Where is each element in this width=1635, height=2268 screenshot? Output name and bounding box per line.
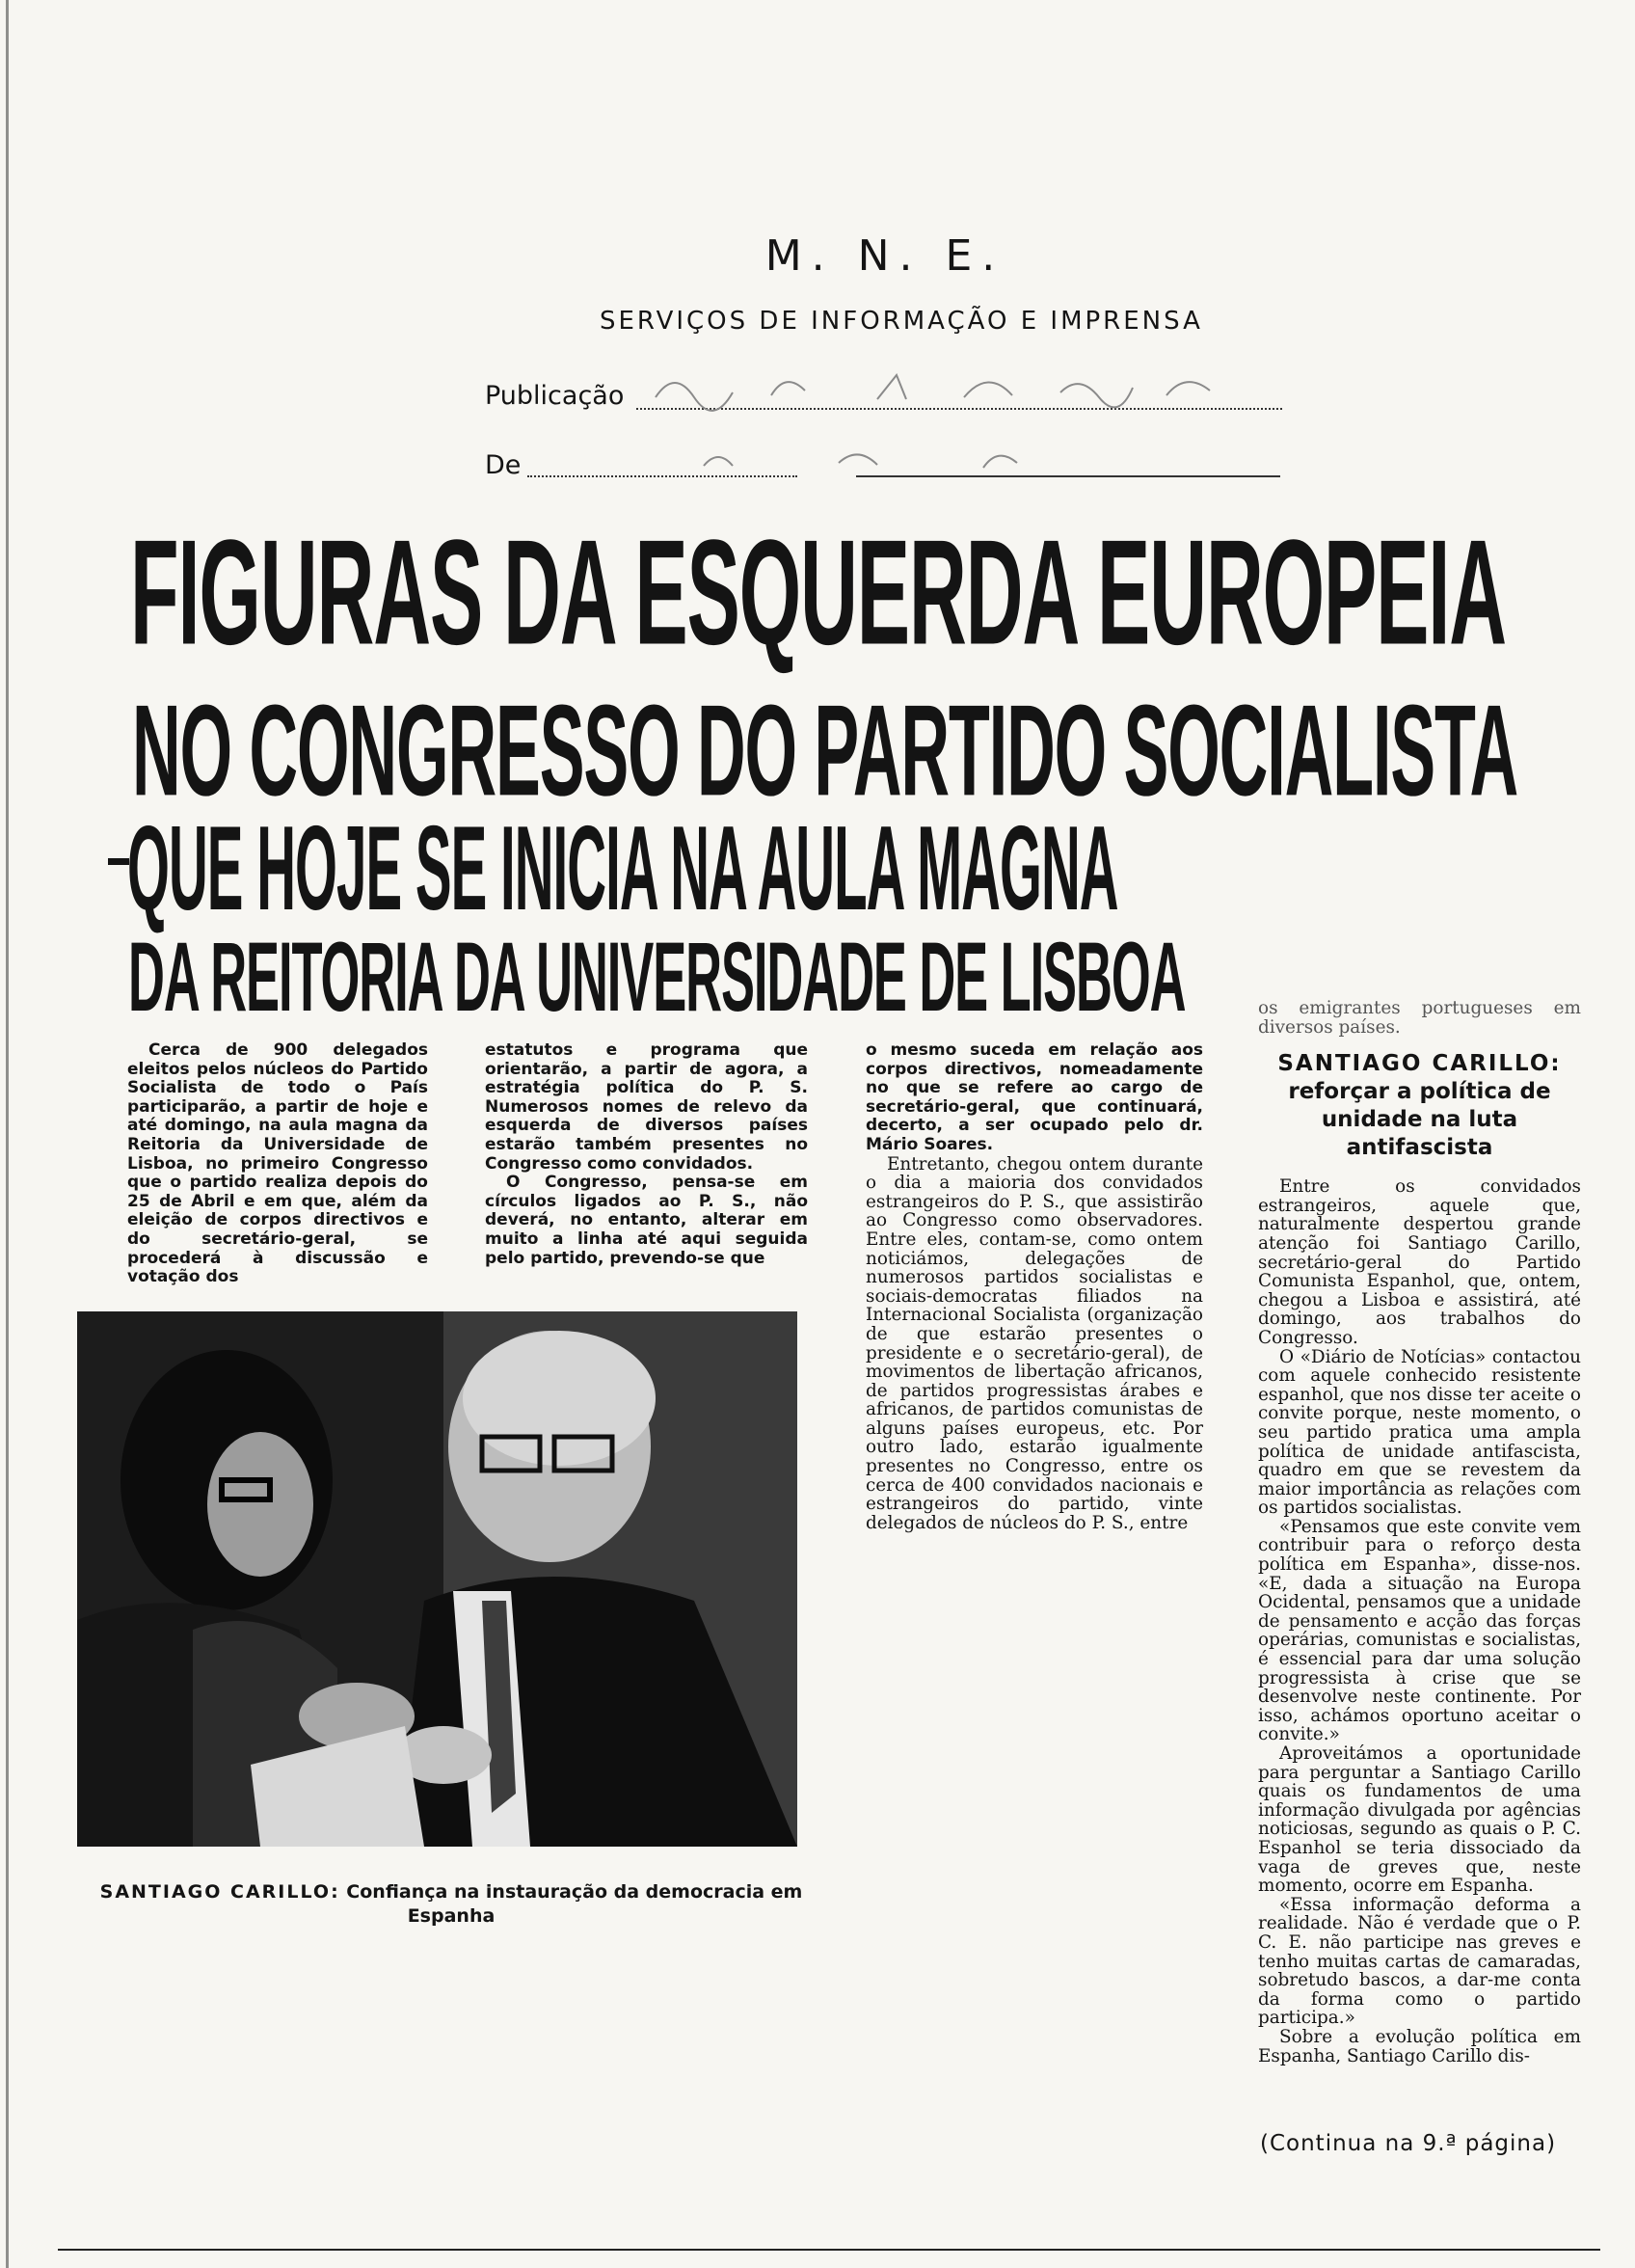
handwriting-scribble-2 [694,439,1041,477]
article-column-1 [127,1041,428,1287]
page-edge [6,0,9,2268]
article-paragraph: os emigrantes portugueses em diversos países. [1258,998,1581,1038]
headline-line-1: FIGURAS DA ESQUERDA EUROPEIA [130,508,1506,677]
headline-line-2: NO CONGRESSO DO PARTIDO SOCIALISTA [132,678,1518,824]
article-paragraph: Entretanto, chegou ontem durante o dia a maioria dos convidados estrangeiros do P. S., que assistirão ao Congresso como observadores. Entre eles, contam-se, como ontem noticiámos, delegações de numerosos partidos socialistas e sociais-democratas filiados na Internacional Socialista (organização de que estarão presentes o presidente e o secretário-geral), de movimentos de libertação africanos, de partidos progressistas árabes e africanos, de partidos comunistas de alguns países europeus, etc. Por outro lado, estarão igualmente presentes no Congresso, entre os cerca de 400 convidados nacionais e estrangeiros do partido, vinte delegados de núcleos do P. S., entre [866,1153,1203,1533]
org-title: M. N. E. [764,231,1005,281]
article-column-4 [1258,999,1581,2066]
article-paragraph: Entre os convidados estrangeiros, aquele que, naturalmente despertou grande atenção foi Santiago Carillo, secretário-geral do Partido Comunista Espanhol, que, ontem, chegou a Lisboa e assistirá, até domingo, aos trabalhos do Congresso. [1258,1176,1581,1348]
bottom-rule [58,2249,1600,2251]
continued-note: (Continua na 9.ª página) [1260,2131,1557,2156]
sub-headline-text: reforçar a política de unidade na luta antifascista [1288,1079,1551,1161]
headline-line-3: QUE HOJE SE INICIA NA AULA MAGNA [127,800,1118,935]
article-paragraph: Sobre a evolução política em Espanha, Santiago Carillo dis- [1258,2026,1581,2066]
headline-dash [108,858,129,865]
article-paragraph: O «Diário de Notícias» contactou com aquele conhecido resistente espanhol, que nos disse ter aceite o convite porque, neste momento, o seu partido pratica uma ampla política de unidade antifascista, quadro em que se revestem da maior importância as relações com os partidos socialistas. [1258,1346,1581,1519]
article-column-2 [485,1041,808,1268]
article-paragraph: o mesmo suceda em relação aos corpos directivos, nomeadamente no que se refere ao cargo de secretário-geral, que continuará, decerto, a ser ocupado pelo dr. Mário Soares. [866,1040,1203,1154]
sub-headline [1258,1050,1581,1162]
photo-caption [85,1880,818,1929]
article-paragraph: «Pensamos que este convite vem contribuir para o reforço desta política em Espanha», disse-nos. «E, dada a situação na Europa Ocidental, pensamos que a unidade de pensamento e acção das forças operárias, comunistas e socialistas, é essencial para dar uma solução progressista à crise que se desenvolve neste continente. Por isso, achámos oportuno aceitar o convite.» [1258,1516,1581,1745]
service-title: SERVIÇOS DE INFORMAÇÃO E IMPRENSA [600,307,1203,336]
article-paragraph: Aproveitámos a oportunidade para perguntar a Santiago Carillo quais os fundamentos de uma informação divulgada por agências noticiosas, segundo as quais o P. C. Espanhol se teria dissociado da vaga de greves que, neste momento, ocorre em Espanha. [1258,1743,1581,1897]
article-column-3 [866,1041,1203,1532]
sub-headline-name: SANTIAGO CARILLO: [1277,1051,1562,1077]
article-paragraph: «Essa informação deforma a realidade. Não é verdade que o P. C. E. não participe nas greves e tenho muitas cartas de camaradas, sobretudo bascos, a dar-me conta da forma como o partido participa.» [1258,1894,1581,2029]
article-paragraph: estatutos e programa que orientarão, a partir de agora, a estratégia política do P. S. Numerosos nomes de relevo da esquerda de diversos países estarão também presentes no Congresso como convidados. [485,1040,808,1174]
article-paragraph: O Congresso, pensa-se em círculos ligados ao P. S., não deverá, no entanto, alterar em muito a linha até aqui seguida pelo partido, prevendo-se que [485,1173,808,1268]
handwriting-scribble [646,359,1263,417]
publication-label: Publicação [485,381,625,411]
article-paragraph: Cerca de 900 delegados eleitos pelos núcleos do Partido Socialista de todo o País participarão, a partir de hoje e até domingo, na aula magna da Reitoria da Universidade de Lisboa, no primeiro Congresso que o partido realiza depois do 25 de Abril e em que, além da eleição de corpos directivos e do secretário-geral, se procederá à discussão e votação dos [127,1040,428,1287]
from-label: De [485,450,522,480]
headline-line-4: DA REITORIA DA UNIVERSIDADE DE LISBOA [128,922,1186,1033]
news-photo [77,1311,797,1847]
caption-name: SANTIAGO CARILLO: [99,1881,340,1903]
photo-illustration [77,1311,797,1847]
caption-text: Confiança na instauração da democracia em Espanha [346,1881,803,1927]
